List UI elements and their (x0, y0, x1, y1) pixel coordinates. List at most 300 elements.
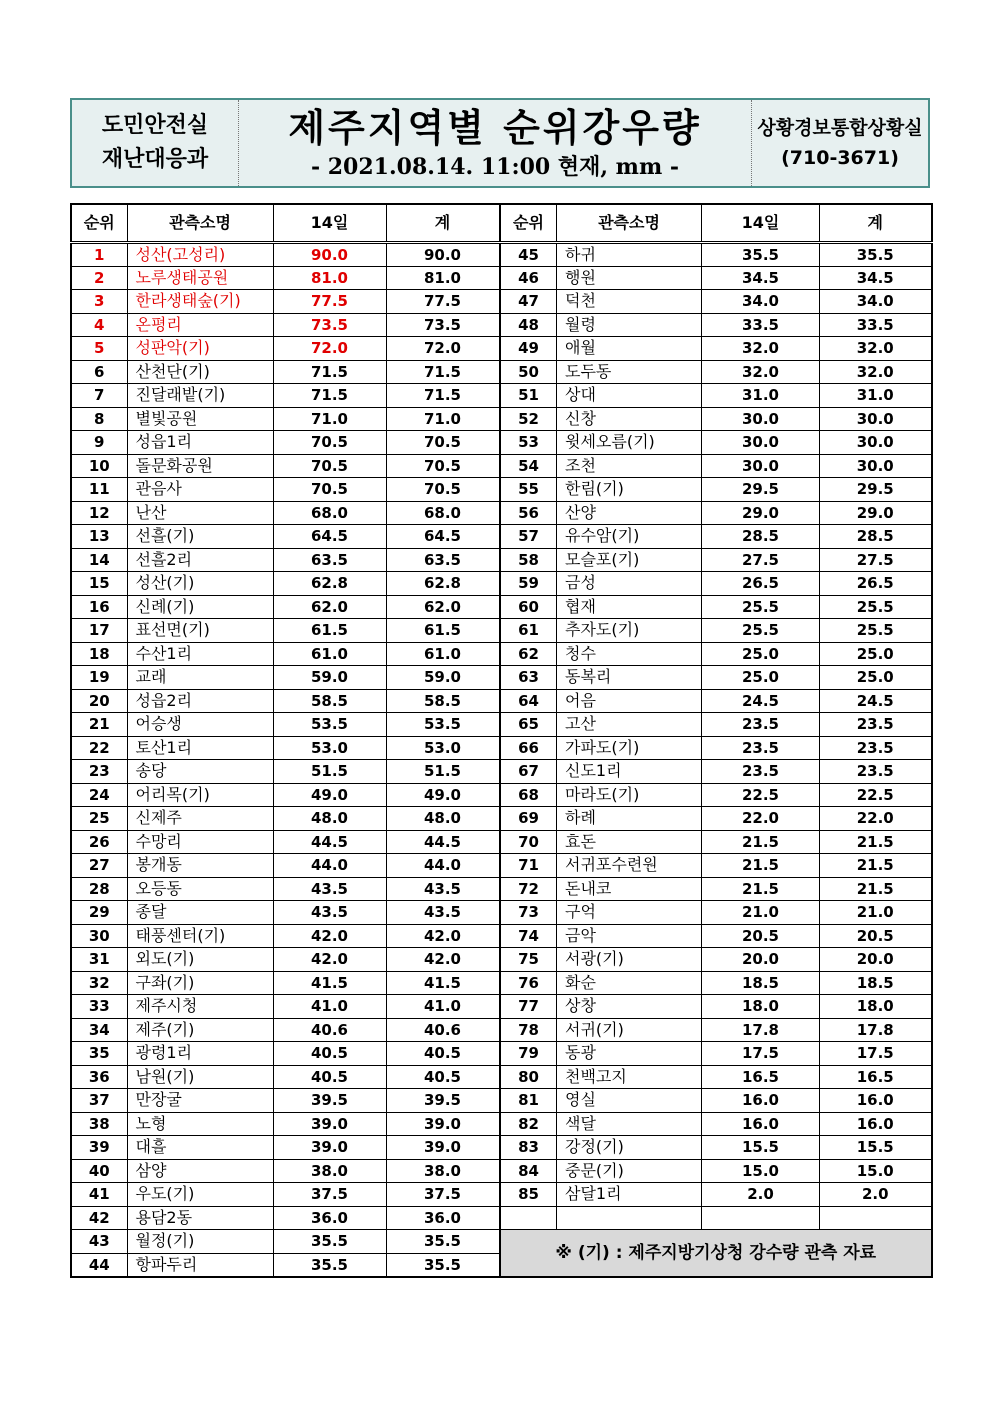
table-row (501, 1089, 932, 1113)
station-name: 가파도(기) (565, 737, 640, 757)
table-row (71, 807, 499, 831)
total-rain-cell: 16.0 (820, 1112, 932, 1136)
day-rain-cell: 20.5 (702, 924, 820, 948)
total-rain-cell: 59.0 (386, 666, 499, 690)
table-row (501, 619, 932, 643)
station-name: 하귀 (565, 244, 596, 264)
rank-cell: 35 (71, 1042, 127, 1066)
rank-cell: 48 (501, 313, 557, 337)
station-name: 송당 (135, 761, 167, 781)
station-cell (127, 407, 273, 431)
station-cell (557, 454, 702, 478)
day-rain-cell: 28.5 (702, 525, 820, 549)
day-rain-cell: 25.5 (702, 619, 820, 643)
rank-cell: 81 (501, 1089, 557, 1113)
day-rain-cell: 42.0 (273, 924, 386, 948)
station-name: 화순 (565, 972, 596, 992)
office-phone: (710-3671) (781, 147, 899, 169)
day-rain-cell: 40.5 (273, 1065, 386, 1089)
rank-cell: 26 (71, 830, 127, 854)
total-rain-cell: 21.5 (820, 877, 932, 901)
station-name: 어음 (565, 690, 596, 710)
station-name: 수망리 (135, 831, 182, 851)
table-row (71, 666, 499, 690)
station-name: 신제주 (135, 808, 182, 828)
day-rain-cell: 25.5 (702, 595, 820, 619)
station-cell (557, 1065, 702, 1089)
station-name: 고산 (565, 714, 596, 734)
rank-cell: 33 (71, 995, 127, 1019)
table-row (501, 242, 932, 266)
station-cell (557, 783, 702, 807)
total-rain-cell: 26.5 (820, 572, 932, 596)
day-rain-cell: 35.5 (702, 242, 820, 266)
day-rain-cell: 63.5 (273, 548, 386, 572)
station-cell (557, 854, 702, 878)
col-header-station: 관측소명 (127, 204, 273, 242)
station-cell (557, 619, 702, 643)
total-rain-cell: 63.5 (386, 548, 499, 572)
total-rain-cell: 35.5 (820, 242, 932, 266)
station-name: 상대 (565, 385, 596, 405)
table-row (71, 525, 499, 549)
table-row (71, 478, 499, 502)
table-row (71, 642, 499, 666)
table-row (71, 760, 499, 784)
station-name: 동광 (565, 1043, 596, 1063)
station-name: 금악 (565, 925, 596, 945)
rank-cell: 25 (71, 807, 127, 831)
station-name: 모슬포(기) (565, 549, 640, 569)
station-name: 덕천 (565, 291, 596, 311)
total-rain-cell: 90.0 (386, 242, 499, 266)
station-cell (127, 431, 273, 455)
table-row (71, 290, 499, 314)
station-cell (557, 313, 702, 337)
station-cell (557, 572, 702, 596)
total-rain-cell: 21.5 (820, 854, 932, 878)
station-name: 산천단(기) (135, 361, 210, 381)
rank-cell: 7 (71, 384, 127, 408)
day-rain-cell: 70.5 (273, 454, 386, 478)
station-cell (127, 1136, 273, 1160)
total-rain-cell: 72.0 (386, 337, 499, 361)
day-rain-cell: 30.0 (702, 431, 820, 455)
page-title: 제주지역별 순위강우량 (288, 106, 702, 150)
station-name: 어승생 (135, 714, 182, 734)
day-rain-cell: 40.5 (273, 1042, 386, 1066)
rank-cell: 39 (71, 1136, 127, 1160)
rank-cell: 4 (71, 313, 127, 337)
rank-cell: 82 (501, 1112, 557, 1136)
total-rain-cell: 2.0 (820, 1183, 932, 1207)
station-cell (127, 1230, 273, 1254)
rank-cell: 43 (71, 1230, 127, 1254)
day-rain-cell: 44.0 (273, 854, 386, 878)
table-row (501, 266, 932, 290)
table-row (501, 666, 932, 690)
rank-cell: 19 (71, 666, 127, 690)
table-row (71, 995, 499, 1019)
station-name: 신도1리 (565, 761, 622, 781)
table-row (501, 572, 932, 596)
total-rain-cell: 61.0 (386, 642, 499, 666)
day-rain-cell: 25.0 (702, 666, 820, 690)
rank-cell: 45 (501, 242, 557, 266)
total-rain-cell: 62.0 (386, 595, 499, 619)
day-rain-cell: 39.5 (273, 1089, 386, 1113)
table-row (501, 971, 932, 995)
total-rain-cell: 23.5 (820, 713, 932, 737)
col-header-rank: 순위 (501, 204, 557, 242)
table-row (71, 1206, 499, 1230)
station-cell (557, 689, 702, 713)
rank-cell: 79 (501, 1042, 557, 1066)
total-rain-cell: 17.8 (820, 1018, 932, 1042)
station-name: 선흘(기) (135, 526, 195, 546)
total-rain-cell: 23.5 (820, 760, 932, 784)
day-rain-cell: 35.5 (273, 1230, 386, 1254)
station-cell (557, 360, 702, 384)
station-cell (557, 1089, 702, 1113)
day-rain-cell: 30.0 (702, 454, 820, 478)
table-row (71, 1159, 499, 1183)
empty-cell (702, 1206, 820, 1230)
table-row (501, 948, 932, 972)
total-rain-cell: 41.5 (386, 971, 499, 995)
total-rain-cell: 33.5 (820, 313, 932, 337)
rank-cell: 76 (501, 971, 557, 995)
rank-cell: 42 (71, 1206, 127, 1230)
total-rain-cell: 37.5 (386, 1183, 499, 1207)
station-name: 토산1리 (135, 737, 193, 757)
table-row (501, 1018, 932, 1042)
day-rain-cell: 20.0 (702, 948, 820, 972)
total-rain-cell: 25.5 (820, 595, 932, 619)
table-row (501, 760, 932, 784)
rank-cell: 14 (71, 548, 127, 572)
station-name: 추자도(기) (565, 620, 640, 640)
station-name: 월령 (565, 314, 596, 334)
rank-cell: 51 (501, 384, 557, 408)
table-row (71, 313, 499, 337)
footnote-row (501, 1230, 932, 1277)
station-name: 천백고지 (565, 1066, 627, 1086)
table-row (501, 830, 932, 854)
day-rain-cell: 2.0 (702, 1183, 820, 1207)
table-row (501, 901, 932, 925)
table-row (501, 454, 932, 478)
rank-cell: 13 (71, 525, 127, 549)
station-name: 도두동 (565, 361, 612, 381)
table-row (71, 830, 499, 854)
total-rain-cell: 25.5 (820, 619, 932, 643)
station-name: 신창 (565, 408, 596, 428)
rank-cell: 18 (71, 642, 127, 666)
table-row (501, 525, 932, 549)
total-rain-cell: 39.0 (386, 1112, 499, 1136)
rank-cell: 49 (501, 337, 557, 361)
day-rain-cell: 73.5 (273, 313, 386, 337)
total-rain-cell: 44.5 (386, 830, 499, 854)
table-row (71, 901, 499, 925)
table-row (71, 877, 499, 901)
rank-cell: 29 (71, 901, 127, 925)
total-rain-cell: 51.5 (386, 760, 499, 784)
table-row (501, 783, 932, 807)
rank-cell: 70 (501, 830, 557, 854)
station-name: 돈내코 (565, 878, 612, 898)
rank-cell: 2 (71, 266, 127, 290)
station-name: 성산(기) (135, 573, 195, 593)
table-row (71, 595, 499, 619)
station-cell (127, 242, 273, 266)
station-name: 상창 (565, 996, 596, 1016)
total-rain-cell: 62.8 (386, 572, 499, 596)
rank-cell: 73 (501, 901, 557, 925)
station-name: 난산 (135, 502, 167, 522)
station-cell (127, 360, 273, 384)
day-rain-cell: 21.5 (702, 854, 820, 878)
station-cell (127, 1042, 273, 1066)
station-cell (557, 478, 702, 502)
day-rain-cell: 21.5 (702, 830, 820, 854)
station-name: 유수암(기) (565, 526, 640, 546)
station-name: 제주시청 (135, 996, 198, 1016)
day-rain-cell: 43.5 (273, 901, 386, 925)
rank-cell: 66 (501, 736, 557, 760)
day-rain-cell: 23.5 (702, 713, 820, 737)
table-row (71, 501, 499, 525)
station-cell (127, 1089, 273, 1113)
table-row (71, 242, 499, 266)
station-name: 협재 (565, 596, 596, 616)
table-row (71, 971, 499, 995)
station-name: 우도(기) (135, 1184, 195, 1204)
station-cell (127, 595, 273, 619)
station-name: 수산1리 (135, 643, 193, 663)
rank-cell: 68 (501, 783, 557, 807)
table-row (501, 689, 932, 713)
day-rain-cell: 30.0 (702, 407, 820, 431)
total-rain-cell: 25.0 (820, 666, 932, 690)
rank-cell: 60 (501, 595, 557, 619)
day-rain-cell: 22.5 (702, 783, 820, 807)
station-name: 금성 (565, 573, 596, 593)
table-row (71, 454, 499, 478)
total-rain-cell: 24.5 (820, 689, 932, 713)
station-name: 대흘 (135, 1137, 167, 1157)
day-rain-cell: 70.5 (273, 478, 386, 502)
station-cell (557, 713, 702, 737)
col-header-total: 계 (386, 204, 499, 242)
station-cell (127, 854, 273, 878)
col-header-rank: 순위 (71, 204, 127, 242)
table-row (71, 736, 499, 760)
station-name: 성판악(기) (135, 338, 210, 358)
station-cell (127, 901, 273, 925)
station-cell (557, 1136, 702, 1160)
total-rain-cell: 48.0 (386, 807, 499, 831)
rank-cell: 63 (501, 666, 557, 690)
col-header-station: 관측소명 (557, 204, 702, 242)
station-cell (557, 807, 702, 831)
rank-cell: 53 (501, 431, 557, 455)
station-cell (557, 595, 702, 619)
total-rain-cell: 61.5 (386, 619, 499, 643)
station-name: 한라생태숲(기) (135, 291, 241, 311)
rank-cell: 3 (71, 290, 127, 314)
station-cell (557, 760, 702, 784)
rank-cell: 85 (501, 1183, 557, 1207)
rank-cell: 9 (71, 431, 127, 455)
station-cell (127, 807, 273, 831)
rank-cell: 64 (501, 689, 557, 713)
station-cell (127, 454, 273, 478)
rank-cell: 12 (71, 501, 127, 525)
total-rain-cell: 34.5 (820, 266, 932, 290)
report-header (70, 98, 930, 188)
station-name: 관음사 (135, 479, 182, 499)
day-rain-cell: 21.0 (702, 901, 820, 925)
station-cell (127, 1018, 273, 1042)
rank-cell: 55 (501, 478, 557, 502)
total-rain-cell: 34.0 (820, 290, 932, 314)
station-cell (127, 995, 273, 1019)
empty-cell (557, 1206, 702, 1230)
rank-cell: 28 (71, 877, 127, 901)
total-rain-cell: 16.0 (820, 1089, 932, 1113)
total-rain-cell: 18.0 (820, 995, 932, 1019)
day-rain-cell: 70.5 (273, 431, 386, 455)
table-row (71, 689, 499, 713)
station-cell (127, 1183, 273, 1207)
day-rain-cell: 25.0 (702, 642, 820, 666)
rank-cell: 11 (71, 478, 127, 502)
day-rain-cell: 53.5 (273, 713, 386, 737)
total-rain-cell: 44.0 (386, 854, 499, 878)
day-rain-cell: 16.0 (702, 1089, 820, 1113)
day-rain-cell: 43.5 (273, 877, 386, 901)
day-rain-cell: 23.5 (702, 760, 820, 784)
total-rain-cell: 70.5 (386, 454, 499, 478)
page-subtitle: - 2021.08.14. 11:00 현재, mm - (310, 154, 680, 180)
day-rain-cell: 81.0 (273, 266, 386, 290)
table-row (501, 360, 932, 384)
station-name: 오등동 (135, 878, 182, 898)
rank-cell: 15 (71, 572, 127, 596)
table-row (71, 948, 499, 972)
table-row (501, 1159, 932, 1183)
station-name: 색달 (565, 1113, 596, 1133)
table-row (501, 807, 932, 831)
rank-cell: 37 (71, 1089, 127, 1113)
total-rain-cell: 53.0 (386, 736, 499, 760)
station-cell (127, 924, 273, 948)
station-name: 외도(기) (135, 949, 195, 969)
total-rain-cell: 43.5 (386, 901, 499, 925)
total-rain-cell: 68.0 (386, 501, 499, 525)
day-rain-cell: 64.5 (273, 525, 386, 549)
day-rain-cell: 39.0 (273, 1136, 386, 1160)
rank-cell: 47 (501, 290, 557, 314)
total-rain-cell: 15.5 (820, 1136, 932, 1160)
rank-cell: 21 (71, 713, 127, 737)
total-rain-cell: 29.0 (820, 501, 932, 525)
day-rain-cell: 24.5 (702, 689, 820, 713)
total-rain-cell: 15.0 (820, 1159, 932, 1183)
rank-cell: 61 (501, 619, 557, 643)
station-name: 마라도(기) (565, 784, 640, 804)
rank-cell: 78 (501, 1018, 557, 1042)
station-cell (127, 266, 273, 290)
rank-cell: 5 (71, 337, 127, 361)
day-rain-cell: 15.0 (702, 1159, 820, 1183)
rank-cell: 40 (71, 1159, 127, 1183)
station-cell (127, 1159, 273, 1183)
station-cell (127, 713, 273, 737)
day-rain-cell: 17.8 (702, 1018, 820, 1042)
station-name: 서광(기) (565, 949, 624, 969)
station-cell (127, 290, 273, 314)
table-row (71, 713, 499, 737)
rank-cell: 72 (501, 877, 557, 901)
total-rain-cell: 31.0 (820, 384, 932, 408)
station-name: 성읍2리 (135, 690, 193, 710)
table-row (71, 1112, 499, 1136)
station-cell (127, 783, 273, 807)
day-rain-cell: 53.0 (273, 736, 386, 760)
day-rain-cell: 71.5 (273, 360, 386, 384)
station-cell (127, 948, 273, 972)
rank-cell: 23 (71, 760, 127, 784)
col-header-day: 14일 (702, 204, 820, 242)
day-rain-cell: 68.0 (273, 501, 386, 525)
table-row (71, 924, 499, 948)
rank-cell: 80 (501, 1065, 557, 1089)
total-rain-cell: 40.5 (386, 1065, 499, 1089)
station-cell (127, 1206, 273, 1230)
total-rain-cell: 21.0 (820, 901, 932, 925)
station-cell (127, 525, 273, 549)
day-rain-cell: 62.8 (273, 572, 386, 596)
day-rain-cell: 32.0 (702, 360, 820, 384)
day-rain-cell: 40.6 (273, 1018, 386, 1042)
station-cell (127, 619, 273, 643)
table-row (501, 854, 932, 878)
total-rain-cell: 81.0 (386, 266, 499, 290)
station-name: 하례 (565, 808, 596, 828)
total-rain-cell: 27.5 (820, 548, 932, 572)
station-cell (557, 407, 702, 431)
day-rain-cell: 21.5 (702, 877, 820, 901)
station-name: 구좌(기) (135, 972, 195, 992)
rank-cell: 6 (71, 360, 127, 384)
rank-cell: 30 (71, 924, 127, 948)
department-block (72, 100, 239, 186)
rank-cell: 41 (71, 1183, 127, 1207)
day-rain-cell: 26.5 (702, 572, 820, 596)
total-rain-cell: 18.5 (820, 971, 932, 995)
day-rain-cell: 71.0 (273, 407, 386, 431)
station-cell (127, 666, 273, 690)
rank-cell: 59 (501, 572, 557, 596)
day-rain-cell: 31.0 (702, 384, 820, 408)
table-row (501, 736, 932, 760)
station-cell (127, 877, 273, 901)
table-row (501, 713, 932, 737)
day-rain-cell: 27.5 (702, 548, 820, 572)
